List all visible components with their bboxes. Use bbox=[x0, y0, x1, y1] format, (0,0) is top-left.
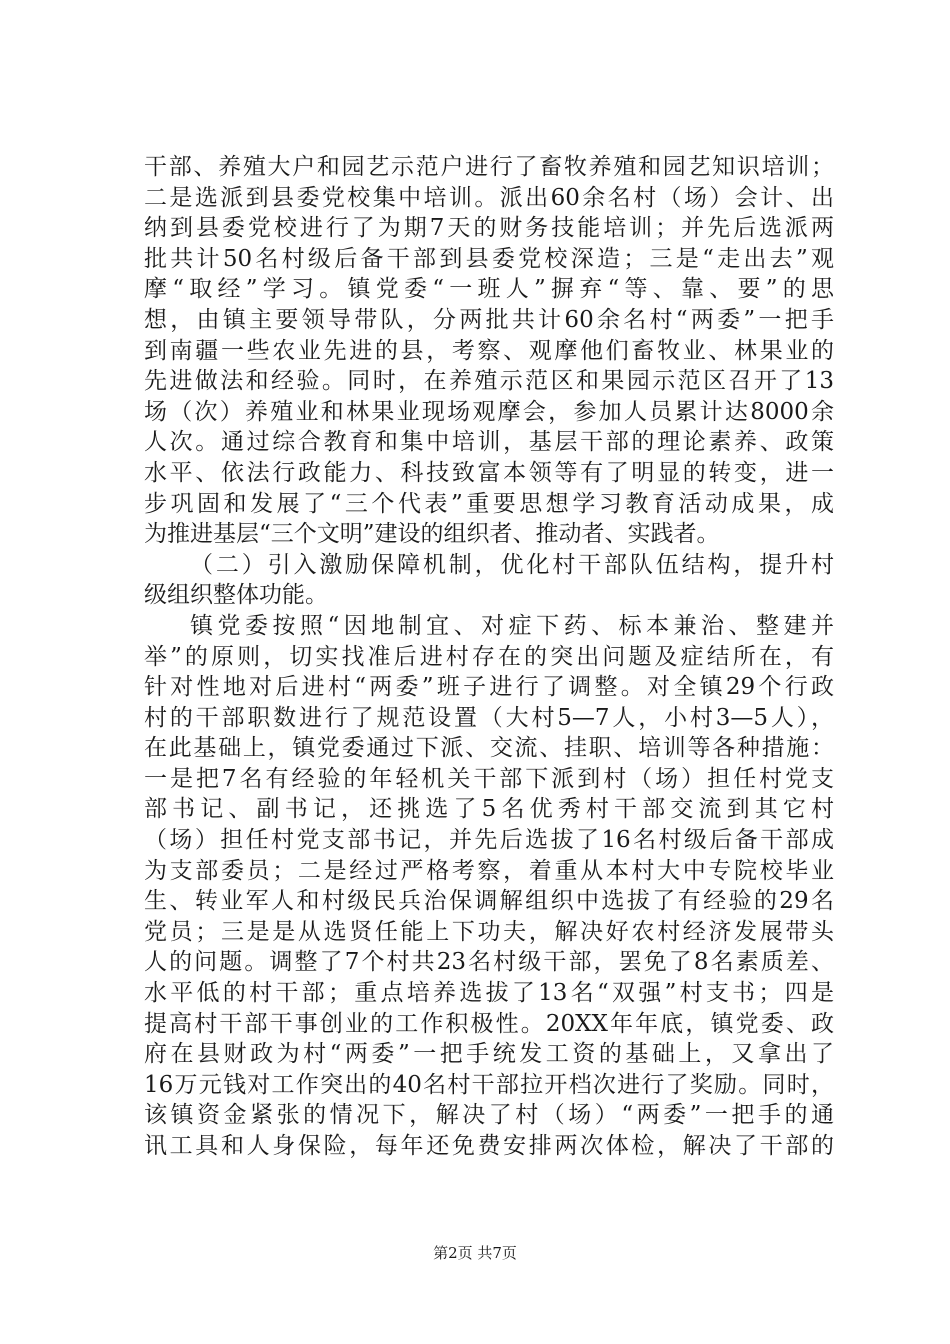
text-line: 提高村干部干事创业的工作积极性。20XX年年底，镇党委、政 bbox=[144, 1010, 834, 1037]
text-line: 该镇资金紧张的情况下，解决了村（场）“两委”一把手的通 bbox=[144, 1102, 834, 1129]
text-line: 人的问题。调整了7个村共23名村级干部，罢免了8名素质差、 bbox=[144, 949, 834, 976]
text-line: 党员；三是是从选贤任能上下功夫，解决好农村经济发展带头 bbox=[144, 918, 834, 945]
text-line: 摩“取经”学习。镇党委“一班人”摒弃“等、靠、要”的思 bbox=[144, 276, 834, 303]
text-line: 讯工具和人身保险，每年还免费安排两次体检，解决了干部的 bbox=[144, 1133, 834, 1159]
text-line: 纳到县委党校进行了为期7天的财务技能培训；并先后选派两 bbox=[144, 215, 834, 242]
section-heading: 级组织整体功能。 bbox=[144, 582, 328, 609]
text-line: 举”的原则，切实找准后进村存在的突出问题及症结所在，有 bbox=[144, 643, 834, 670]
text-line: 二是选派到县委党校集中培训。派出60余名村（场）会计、出 bbox=[144, 184, 834, 211]
text-line: 批共计50名村级后备干部到县委党校深造；三是“走出去”观 bbox=[144, 245, 834, 272]
text-line: 村的干部职数进行了规范设置（大村5—7人，小村3—5人）， bbox=[144, 704, 834, 731]
text-line: 先进做法和经验。同时，在养殖示范区和果园示范区召开了13 bbox=[144, 368, 834, 395]
body-text bbox=[144, 152, 834, 1162]
text-line: 想，由镇主要领导带队，分两批共计60余名村“两委”一把手 bbox=[144, 306, 834, 333]
text-line: 生、转业军人和村级民兵治保调解组织中选拔了有经验的29名 bbox=[144, 888, 834, 915]
section-heading: （二）引入激励保障机制，优化村干部队伍结构，提升村 bbox=[190, 551, 834, 578]
text-line: 一是把7名有经验的年轻机关干部下派到村（场）担任村党支 bbox=[144, 765, 834, 792]
text-line: 水平低的村干部；重点培养选拔了13名“双强”村支书；四是 bbox=[144, 980, 834, 1007]
page-footer: 第2页 共7页 bbox=[433, 1244, 517, 1262]
text-line: 针对性地对后进村“两委”班子进行了调整。对全镇29个行政 bbox=[144, 674, 834, 701]
text-line: 在此基础上，镇党委通过下派、交流、挂职、培训等各种措施： bbox=[144, 735, 834, 762]
text-line: 步巩固和发展了“三个代表”重要思想学习教育活动成果，成 bbox=[144, 490, 834, 517]
text-line: 镇党委按照“因地制宜、对症下药、标本兼治、整建并 bbox=[190, 612, 834, 639]
text-line: 水平、依法行政能力、科技致富本领等有了明显的转变，进一 bbox=[144, 459, 834, 486]
text-line: 部书记、副书记，还挑选了5名优秀村干部交流到其它村 bbox=[144, 796, 834, 823]
text-line: 人次。通过综合教育和集中培训，基层干部的理论素养、政策 bbox=[144, 429, 834, 456]
text-line: 为推进基层“三个文明”建设的组织者、推动者、实践者。 bbox=[144, 521, 720, 548]
text-line: 场（次）养殖业和林果业现场观摩会，参加人员累计达8000余 bbox=[144, 398, 834, 425]
text-line: 为支部委员；二是经过严格考察，着重从本村大中专院校毕业 bbox=[144, 857, 834, 884]
text-line: 府在县财政为村“两委”一把手统发工资的基础上，又拿出了 bbox=[144, 1041, 834, 1068]
text-line: 到南疆一些农业先进的县，考察、观摩他们畜牧业、林果业的 bbox=[144, 337, 834, 364]
text-line: 16万元钱对工作突出的40名村干部拉开档次进行了奖励。同时， bbox=[144, 1071, 834, 1098]
text-line: （场）担任村党支部书记，并先后选拔了16名村级后备干部成 bbox=[144, 827, 834, 854]
text-line: 干部、养殖大户和园艺示范户进行了畜牧养殖和园艺知识培训； bbox=[144, 154, 834, 180]
